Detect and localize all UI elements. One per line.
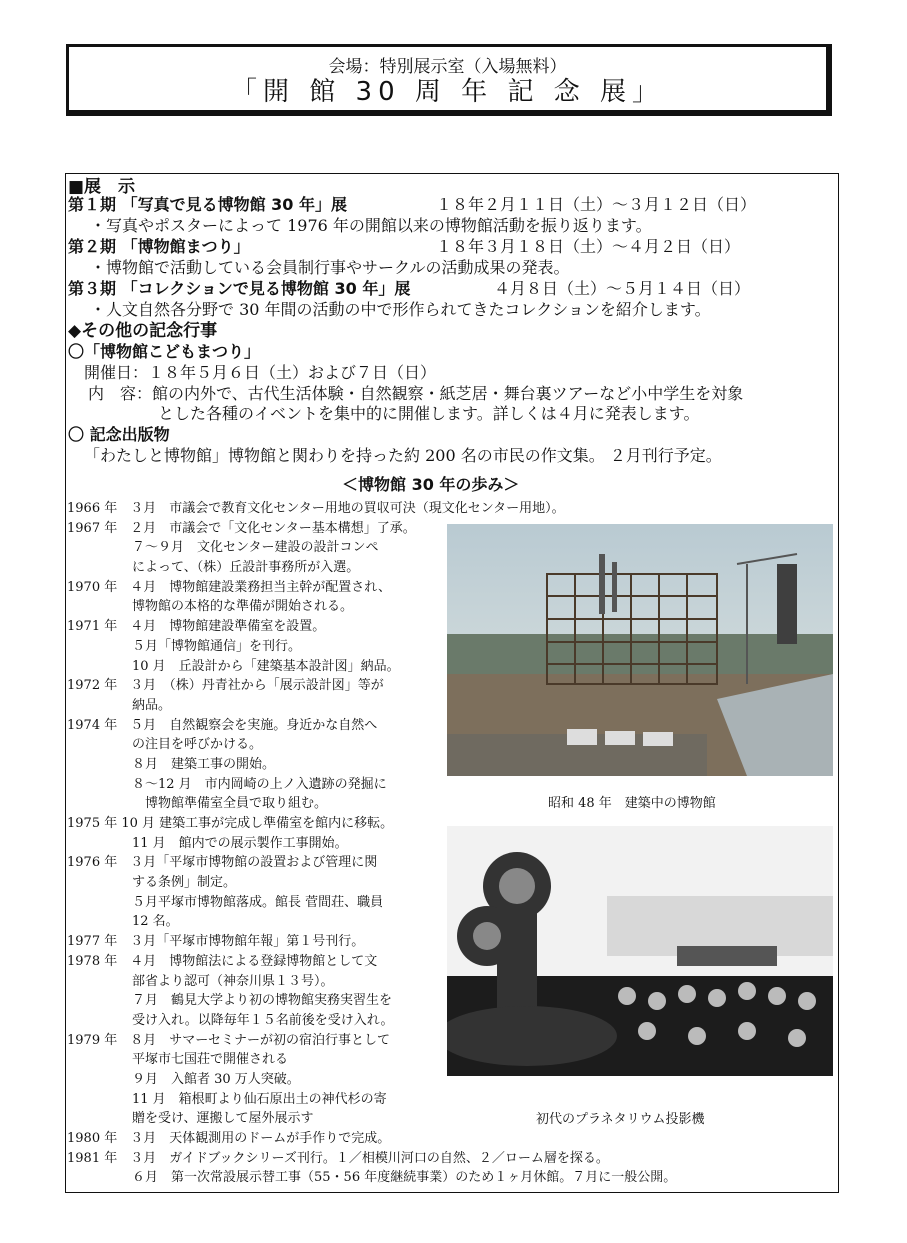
timeline-entry: 納品。 xyxy=(67,697,172,713)
planetarium-photo xyxy=(447,826,833,1076)
venue-text: 会場：特別展示室（入場無料） xyxy=(328,57,567,77)
timeline-entry: 1967 年 ２月 市議会で「文化センター基本構想」了承。 xyxy=(67,520,416,536)
timeline-entry: 1971 年 ４月 博物館建設準備室を設置。 xyxy=(67,619,326,635)
planetarium-image xyxy=(447,826,833,1076)
planetarium-photo-caption: 初代のプラネタリウム投影機 xyxy=(536,1112,705,1127)
festival-content-1: 内 容：館の内外で、古代生活体験・自然観察・紙芝居・舞台裏ツアーなど小中学生を対象 xyxy=(88,384,744,403)
timeline-entry: 1977 年 ３月「平塚市博物館年報」第１号刊行。 xyxy=(67,934,365,950)
period-1-label: 第１期 「写真で見る博物館 30 年」展 xyxy=(68,195,347,214)
timeline-entry: 1981 年 ３月 ガイドブックシリーズ刊行。１／相模川河口の自然、２／ローム層を探る。 xyxy=(67,1150,609,1166)
timeline-entry: 1980 年 ３月 天体観測用のドームが手作りで完成。 xyxy=(67,1131,391,1146)
timeline-entry: によって、（株）丘設計事務所が入選。 xyxy=(67,560,360,576)
period-1-dates: １８年２月１１日（土）～３月１２日（日） xyxy=(436,195,757,214)
timeline-heading: ＜博物館 30 年の歩み＞ xyxy=(342,475,520,494)
construction-photo xyxy=(447,524,833,776)
festival-title: 〇「博物館こどもまつり」 xyxy=(68,342,261,361)
construction-photo-caption: 昭和 48 年 建築中の博物館 xyxy=(548,796,716,811)
other-events-heading: ◆その他の記念行事 xyxy=(68,321,218,341)
timeline-entry: 1976 年 ３月「平塚市博物館の設置および管理に関 xyxy=(67,855,378,871)
timeline-entry: 11 月 館内での展示製作工事開始。 xyxy=(67,835,348,851)
timeline-entry: 1978 年 ４月 博物館法による登録博物館として文 xyxy=(67,953,378,969)
timeline-entry: 12 名。 xyxy=(67,914,179,930)
timeline-entry: ５月「博物館通信」を刊行。 xyxy=(67,638,302,654)
timeline-entry: 博物館準備室全員で取り組む。 xyxy=(67,796,328,812)
timeline-entry: ７月 鶴見大学より初の博物館実務実習生を xyxy=(67,993,393,1009)
period-3-desc: ・人文自然各分野で 30 年間の活動の中で形作られてきたコレクションを紹介します。 xyxy=(90,300,711,319)
timeline-entry: ６月 第一次常設展示替工事（55・56 年度継続事業）のため１ヶ月休館。７月に一般公開。 xyxy=(67,1170,677,1186)
publication-desc: 「わたしと博物館」博物館と関わりを持った約 200 名の市民の作文集。 ２月刊行予定。 xyxy=(84,446,722,465)
timeline-entry: 1979 年 ８月 サマーセミナーが初の宿泊行事として xyxy=(67,1032,390,1048)
period-1-desc: ・写真やポスターによって 1976 年の開館以来の博物館活動を振り返ります。 xyxy=(90,216,652,235)
period-2-dates: １８年３月１８日（土）～４月２日（日） xyxy=(436,237,741,256)
timeline-entry: 贈を受け、運搬して屋外展示す xyxy=(67,1111,314,1127)
timeline-entry: 部省より認可（神奈川県１３号）。 xyxy=(67,973,334,989)
timeline-entry: 受け入れ。以降毎年１５名前後を受け入れ。 xyxy=(67,1012,394,1028)
timeline-entry: 11 月 箱根町より仙石原出土の神代杉の寄 xyxy=(67,1091,387,1107)
timeline-entry: ７～９月 文化センター建設の設計コンペ xyxy=(67,540,379,556)
timeline-entry: 平塚市七国荘で開催される xyxy=(67,1052,289,1068)
timeline-entry: 1972 年 ３月 （株）丹青社から「展示設計図」等が xyxy=(67,678,384,694)
timeline-entry: 10 月 丘設計から「建築基本設計図」納品。 xyxy=(67,658,400,674)
construction-image xyxy=(447,524,833,776)
period-2-label: 第２期 「博物館まつり」 xyxy=(68,237,250,256)
publication-title: 〇 記念出版物 xyxy=(68,425,170,444)
main-content xyxy=(65,173,839,1193)
timeline-entry: 1975 年 10 月 建築工事が完成し準備室を館内に移転。 xyxy=(67,816,394,831)
period-3-dates: ４月８日（土）～５月１４日（日） xyxy=(494,279,751,298)
header-box xyxy=(66,44,832,116)
period-2-desc: ・博物館で活動している会員制行事やサークルの活動成果の発表。 xyxy=(90,258,570,277)
festival-date: 開催日：１８年５月６日（土）および７日（日） xyxy=(84,363,437,382)
timeline-entry: ８～12 月 市内岡崎の上ノ入遺跡の発掘に xyxy=(67,776,387,792)
timeline-entry: ９月 入館者 30 万人突破。 xyxy=(67,1071,300,1087)
festival-content-2: とした各種のイベントを集中的に開催します。詳しくは４月に発表します。 xyxy=(158,404,700,423)
timeline-entry: 1970 年 ４月 博物館建設業務担当主幹が配置され、 xyxy=(67,579,391,595)
timeline-entry: 1966 年 ３月 市議会で教育文化センター用地の買収可決（現文化センター用地）。 xyxy=(67,501,565,516)
exhibition-heading: ■展 示 xyxy=(68,177,136,197)
page-title: 「開 館 30 周 年 記 念 展」 xyxy=(231,77,664,107)
period-3-label: 第３期 「コレクションで見る博物館 30 年」展 xyxy=(68,279,411,298)
timeline-entry: ５月平塚市博物館落成。館長 菅間荘、職員 xyxy=(67,894,384,910)
timeline-entry: する条例」制定。 xyxy=(67,875,237,891)
timeline-entry: 1974 年 ５月 自然観察会を実施。身近かな自然へ xyxy=(67,717,378,733)
timeline-entry: 博物館の本格的な準備が開始される。 xyxy=(67,599,354,615)
timeline-entry: の注目を呼びかける。 xyxy=(67,737,263,753)
timeline-entry: ８月 建築工事の開始。 xyxy=(67,756,276,772)
